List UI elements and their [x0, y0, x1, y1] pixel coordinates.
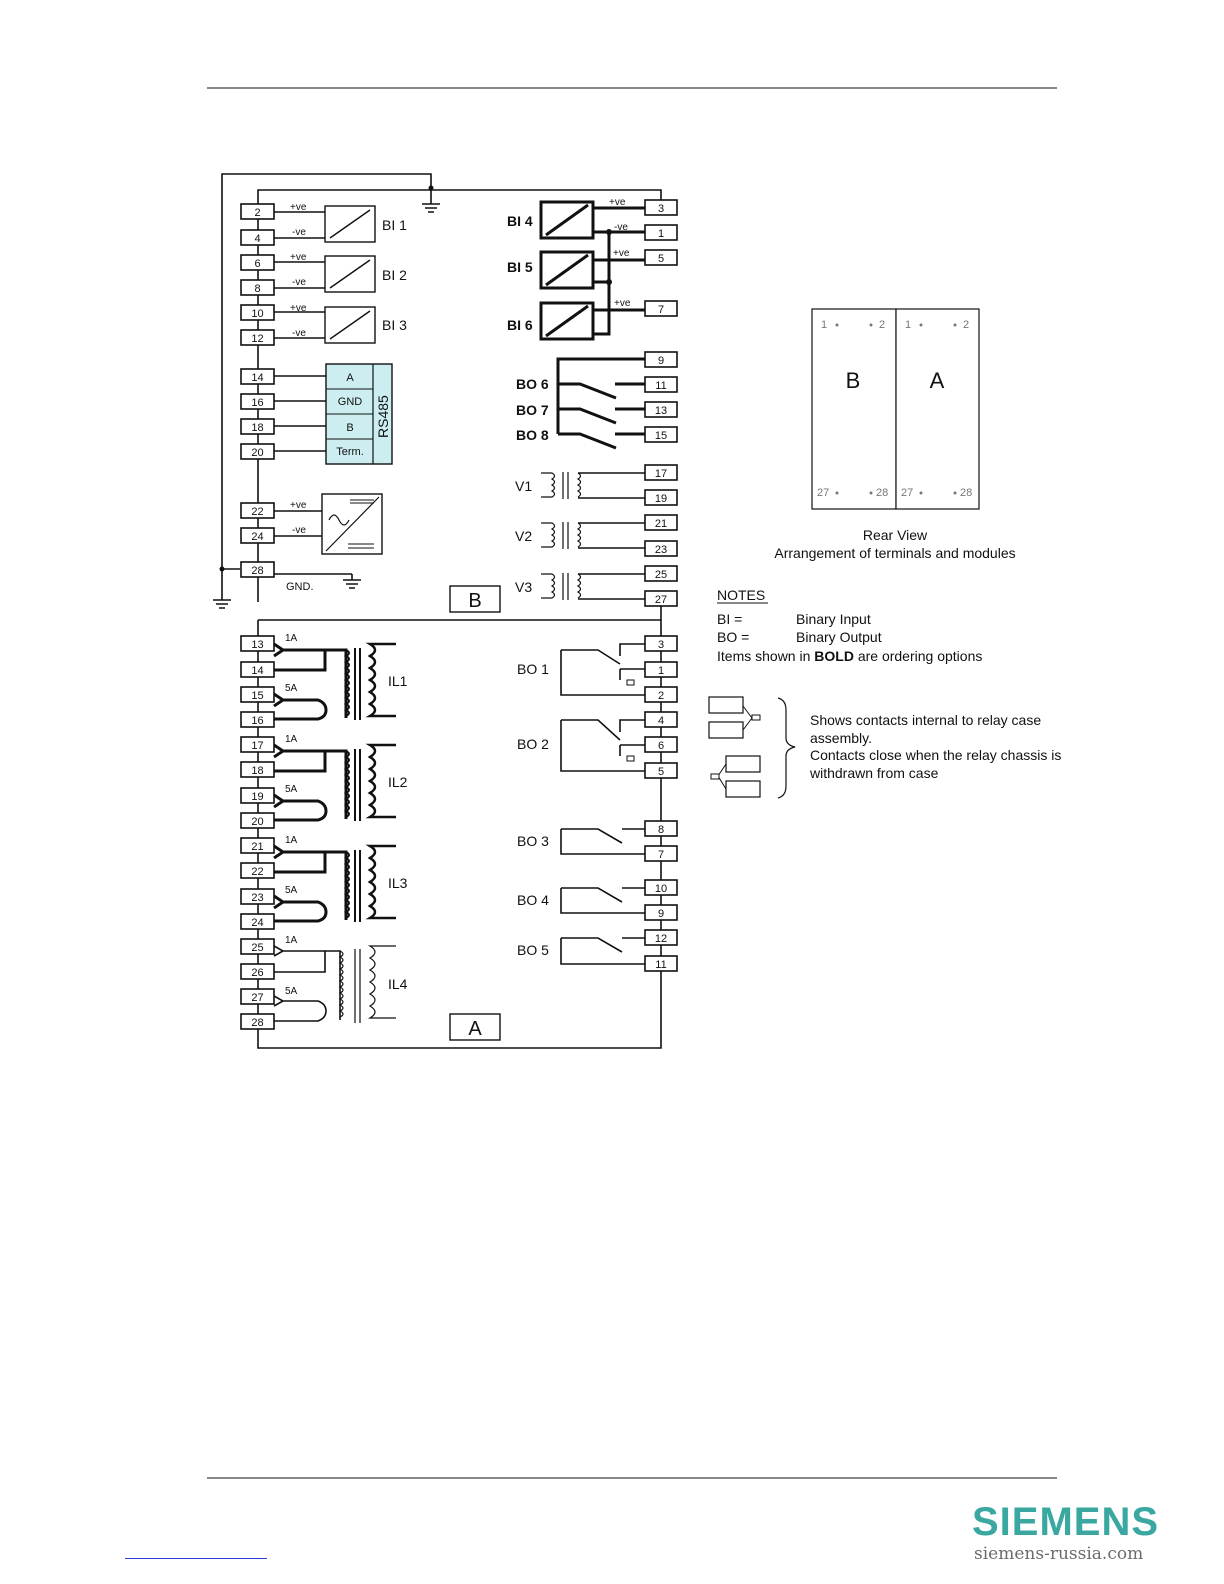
bo3-contact: [517, 829, 645, 854]
rs485-row-term: Term.: [336, 446, 364, 458]
rear-a-pin-28: 28: [960, 487, 973, 499]
a-right-terminal: 2: [657, 690, 665, 702]
psu-pos: +ve: [290, 500, 307, 511]
a-right-terminal: 1: [657, 665, 665, 677]
bo1-contact: [517, 644, 645, 695]
a-left-terminal: 28: [251, 1017, 264, 1029]
il4-tap-1a: 1A: [285, 935, 298, 946]
a-left-terminal: 19: [251, 791, 264, 803]
siemens-site: siemens-russia.com: [974, 1544, 1144, 1564]
b-left-terminal: 2: [254, 207, 261, 219]
rear-module-b: B: [845, 368, 861, 393]
il2-tap-1a: 1A: [285, 734, 298, 745]
a-right-terminal: 4: [657, 715, 665, 727]
b-right-terminal: 1: [657, 228, 665, 240]
il3-tap-1a: 1A: [285, 835, 298, 846]
legend-line-3: Contacts close when the relay chassis is: [810, 747, 1062, 763]
rs485-row-a: A: [346, 372, 354, 384]
rs485-block: [274, 364, 392, 464]
bi3-label: BI 3: [382, 317, 407, 333]
a-left-terminal: 17: [251, 740, 264, 752]
b-right-terminal: 15: [654, 430, 668, 442]
notes: [717, 587, 982, 664]
rs485-row-gnd: GND: [337, 396, 363, 408]
note-bi-abbrev: BI =: [717, 611, 743, 627]
b-right-terminal: 11: [655, 380, 667, 392]
bo2-label: BO 2: [517, 736, 549, 752]
b-right-terminal: 27: [654, 594, 668, 606]
module-b-right-terminals: [645, 200, 677, 606]
bo5-label: BO 5: [517, 942, 549, 958]
a-right-terminal: 11: [655, 959, 667, 971]
power-supply: [274, 494, 382, 554]
b-right-terminal: 23: [654, 544, 668, 556]
il4-tap-5a: 5A: [285, 986, 298, 997]
module-b: [213, 174, 677, 620]
il1-tap-5a: 5A: [285, 683, 298, 694]
b-left-terminal: 6: [254, 258, 261, 270]
b-left-terminal: 8: [254, 283, 261, 295]
vt-3: [515, 573, 645, 600]
bo8-label: BO 8: [516, 427, 549, 443]
a-right-terminal: 10: [654, 883, 668, 895]
note-bo-meaning: Binary Output: [796, 629, 882, 645]
v2-label: V2: [515, 528, 533, 544]
il1-label: IL1: [388, 673, 408, 689]
bo6-label: BO 6: [516, 376, 549, 392]
bi4-neg: -ve: [614, 222, 628, 233]
bi5-label: BI 5: [507, 259, 533, 275]
voltage-inputs: [515, 472, 645, 600]
il4-label: IL4: [388, 976, 408, 992]
bi3-pos: +ve: [290, 303, 307, 314]
footer-link-rule[interactable]: [125, 1558, 267, 1559]
bi1-label: BI 1: [382, 217, 407, 233]
a-left-terminal: 27: [251, 992, 264, 1004]
note-bo-abbrev: BO =: [717, 629, 750, 645]
b-left-terminal: 20: [251, 447, 264, 459]
bo2-contact: [517, 720, 645, 771]
psu-neg: -ve: [292, 525, 306, 536]
module-a: [241, 620, 677, 1048]
a-left-terminal: 16: [251, 715, 264, 727]
b-left-terminal: 12: [251, 333, 264, 345]
note-bi-meaning: Binary Input: [796, 611, 871, 627]
a-right-terminal: 7: [657, 849, 665, 861]
bo4-contact: [517, 888, 645, 913]
bi4-label: BI 4: [507, 213, 533, 229]
b-left-terminal: 28: [251, 565, 264, 577]
vt-2: [515, 522, 645, 549]
bo7-label: BO 7: [516, 402, 549, 418]
bi5-pos: +ve: [613, 248, 630, 259]
notes-heading: NOTES: [717, 587, 766, 603]
bo5-contact: [517, 938, 645, 964]
rs485-title: RS485: [375, 395, 391, 438]
rear-a-pin-27: 27: [901, 487, 914, 499]
bi2-neg: -ve: [292, 277, 306, 288]
a-right-terminal: 9: [657, 908, 665, 920]
ct-il4: [325, 946, 408, 1023]
il2-tap-5a: 5A: [285, 784, 298, 795]
vt-1: [515, 472, 645, 499]
ct-il2: [325, 745, 408, 821]
bi2-label: BI 2: [382, 267, 407, 283]
siemens-logo: SIEMENS: [972, 1500, 1160, 1544]
b-left-terminal: 10: [251, 308, 264, 320]
ct-wiring: [274, 644, 326, 1021]
rear-a-pin-2: 2: [963, 319, 970, 331]
module-a-label: A: [468, 1018, 482, 1040]
il2-label: IL2: [388, 774, 408, 790]
bo4-label: BO 4: [517, 892, 549, 908]
b-right-terminal: 9: [657, 355, 665, 367]
bi1-neg: -ve: [292, 227, 306, 238]
rear-view-caption: Rear View: [862, 527, 928, 543]
b-left-terminal: 18: [251, 422, 264, 434]
b-left-terminal: 4: [254, 233, 261, 245]
rear-b-pin-28: 28: [876, 487, 889, 499]
ct-il3: [325, 846, 408, 922]
bi6-pos: +ve: [614, 298, 631, 309]
b-right-terminal: 17: [654, 468, 668, 480]
a-right-terminal: 8: [657, 824, 665, 836]
rear-a-pin-1: 1: [905, 319, 912, 331]
a-left-terminal: 21: [251, 841, 264, 853]
b-left-terminal: 24: [251, 531, 264, 543]
legend-line-2: assembly.: [810, 730, 872, 746]
rear-b-pin-1: 1: [821, 319, 828, 331]
internal-contacts-legend: [709, 697, 1061, 798]
b-left-terminal: 16: [251, 397, 264, 409]
bo1-label: BO 1: [517, 661, 549, 677]
bi-left-group: [274, 202, 407, 343]
b-right-terminal: 13: [654, 405, 668, 417]
legend-line-1: Shows contacts internal to relay case: [810, 712, 1042, 728]
a-left-terminal: 23: [251, 892, 264, 904]
rear-b-pin-2: 2: [879, 319, 886, 331]
module-b-label: B: [468, 590, 482, 612]
b-right-terminal: 21: [654, 518, 668, 530]
v3-label: V3: [515, 579, 533, 595]
b-right-terminal: 25: [654, 569, 668, 581]
il3-label: IL3: [388, 875, 408, 891]
legend-line-4: withdrawn from case: [810, 765, 939, 781]
note-bold-items: Items shown in BOLD are ordering options: [717, 648, 983, 664]
bi2-pos: +ve: [290, 252, 307, 263]
bo3-label: BO 3: [517, 833, 549, 849]
rs485-row-b: B: [346, 422, 354, 434]
a-left-terminal: 20: [251, 816, 264, 828]
b-right-terminal: 19: [654, 493, 668, 505]
b-right-terminal: 7: [657, 304, 665, 316]
a-right-terminal: 12: [654, 933, 668, 945]
gnd-label: GND.: [286, 581, 314, 593]
a-left-terminal: 22: [251, 866, 264, 878]
a-left-terminal: 26: [251, 967, 264, 979]
a-left-terminal: 13: [251, 639, 264, 651]
b-left-terminal: 22: [251, 506, 264, 518]
il3-tap-5a: 5A: [285, 885, 298, 896]
a-right-terminal: 5: [657, 766, 665, 778]
a-left-terminal: 18: [251, 765, 264, 777]
bi6-label: BI 6: [507, 317, 533, 333]
bi4-pos: +ve: [609, 197, 626, 208]
b-left-terminal: 14: [251, 372, 264, 384]
bi1-pos: +ve: [290, 202, 307, 213]
a-left-terminal: 14: [251, 665, 264, 677]
rear-view-subcaption: Arrangement of terminals and modules: [774, 545, 1016, 561]
a-left-terminal: 25: [251, 942, 264, 954]
a-left-terminal: 24: [251, 917, 264, 929]
rear-view: [774, 309, 1015, 561]
rear-module-a: A: [929, 368, 945, 393]
a-right-terminal: 6: [657, 740, 665, 752]
a-left-terminal: 15: [251, 690, 264, 702]
a-right-terminal: 3: [657, 639, 665, 651]
rear-b-pin-27: 27: [817, 487, 830, 499]
b-right-terminal: 3: [657, 203, 665, 215]
ct-il1: [325, 644, 408, 720]
bi-right-group: [507, 197, 645, 339]
bi3-neg: -ve: [292, 328, 306, 339]
v1-label: V1: [515, 478, 533, 494]
il1-tap-1a: 1A: [285, 633, 298, 644]
b-right-terminal: 5: [657, 253, 665, 265]
bo-6-8-group: [516, 359, 645, 448]
